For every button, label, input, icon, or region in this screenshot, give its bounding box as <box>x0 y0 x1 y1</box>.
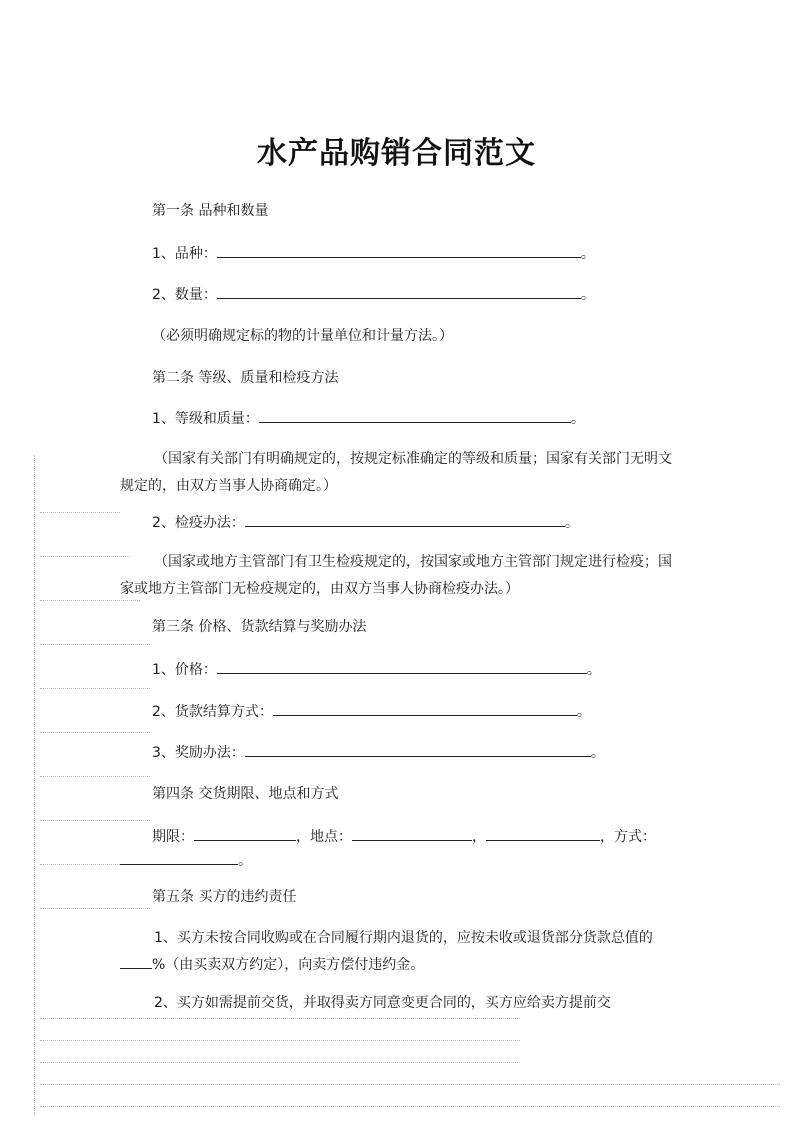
dotted-guide <box>40 820 150 821</box>
document-title: 水产品购销合同范文 <box>257 136 536 171</box>
dotted-edge-line <box>34 455 35 1115</box>
quarantine-note: （国家或地方主管部门有卫生检疫规定的，按国家或地方主管部门规定进行检疫；国家或地方主管部门无检疫规定的，由双方当事人协商检疫办法。） <box>120 554 672 597</box>
period: 。 <box>590 745 605 761</box>
dotted-guide <box>40 1040 520 1041</box>
period: 。 <box>580 287 595 303</box>
article-4-heading: 第四条 交货期限、地点和方式 <box>152 786 339 802</box>
penalty-percent-blank[interactable] <box>120 954 152 969</box>
grade-blank[interactable] <box>259 408 571 423</box>
price-label: 1、价格： <box>152 662 217 678</box>
period: 。 <box>570 411 585 427</box>
dotted-guide <box>40 688 150 689</box>
period-label: 期限： <box>152 829 194 845</box>
article-5-heading: 第五条 买方的违约责任 <box>152 889 297 905</box>
dotted-guide <box>40 1062 520 1063</box>
dotted-guide <box>40 1106 780 1107</box>
buyer-breach-item-2: 2、买方如需提前交货，并取得卖方同意变更合同的，买方应给卖方提前交 <box>154 995 611 1011</box>
dotted-guide <box>40 1084 780 1085</box>
dotted-guide <box>40 776 150 777</box>
dotted-guide <box>40 908 150 909</box>
dotted-guide <box>40 644 150 645</box>
delivery-period-blank[interactable] <box>194 826 296 841</box>
article-2-heading: 第二条 等级、质量和检疫方法 <box>152 370 339 386</box>
article-1-heading: 第一条 品种和数量 <box>152 203 269 219</box>
settlement-label: 2、货款结算方式： <box>152 704 273 720</box>
item-1-text-b: %（由买卖双方约定），向卖方偿付违约金。 <box>152 957 425 973</box>
reward-blank[interactable] <box>245 742 591 757</box>
article-3-heading: 第三条 价格、货款结算与奖励办法 <box>152 619 367 635</box>
dotted-guide <box>40 512 120 513</box>
grade-label: 1、等级和质量： <box>152 411 259 427</box>
buyer-breach-item-1 <box>120 925 680 979</box>
method-label: ，方式： <box>600 829 656 845</box>
quantity-label: 2、数量： <box>152 287 217 303</box>
settlement-line <box>152 701 591 722</box>
period: 。 <box>238 853 252 869</box>
measurement-note: （必须明确规定标的物的计量单位和计量方法。） <box>152 328 453 344</box>
grade-line <box>152 408 585 429</box>
quarantine-line <box>152 512 579 533</box>
period: 。 <box>586 662 601 678</box>
period: 。 <box>576 704 591 720</box>
comma: ， <box>472 829 486 845</box>
period: 。 <box>564 515 579 531</box>
reward-label: 3、奖励办法： <box>152 745 245 761</box>
variety-label: 1、品种： <box>152 246 217 262</box>
delivery-line <box>152 826 656 847</box>
place-label: ，地点： <box>296 829 352 845</box>
reward-line <box>152 742 605 763</box>
delivery-place-blank-1[interactable] <box>352 826 472 841</box>
dotted-guide <box>40 1018 520 1019</box>
price-blank[interactable] <box>217 659 587 674</box>
grade-note: （国家有关部门有明确规定的，按规定标准确定的等级和质量；国家有关部门无明文规定的，由双方当事人协商确定。） <box>120 451 672 494</box>
variety-line <box>152 243 595 264</box>
quantity-line <box>152 284 595 305</box>
dotted-guide <box>40 732 150 733</box>
quarantine-blank[interactable] <box>245 512 565 527</box>
variety-blank[interactable] <box>217 243 581 258</box>
settlement-blank[interactable] <box>273 701 577 716</box>
item-1-text-a: 1、买方未按合同收购或在合同履行期内退货的，应按未收或退货部分货款总值的 <box>154 930 653 946</box>
dotted-guide <box>40 556 130 557</box>
delivery-method-blank[interactable] <box>120 850 238 865</box>
quantity-blank[interactable] <box>217 284 581 299</box>
period: 。 <box>580 246 595 262</box>
quarantine-label: 2、检疫办法： <box>152 515 245 531</box>
delivery-method-line <box>120 850 252 871</box>
delivery-place-blank-2[interactable] <box>486 826 600 841</box>
price-line <box>152 659 601 680</box>
